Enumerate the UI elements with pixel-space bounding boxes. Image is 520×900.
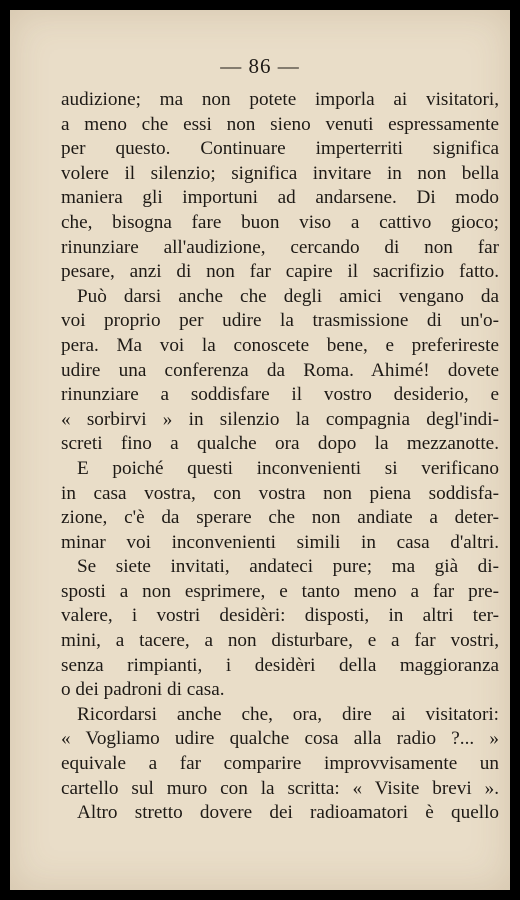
text-line: Altro stretto dovere dei radioamatori è quello xyxy=(77,802,499,824)
text-line: a meno che essi non sieno venuti espressamente xyxy=(61,113,499,135)
paragraph xyxy=(61,703,499,801)
text-line: voi proprio per udire la trasmissione di un'o- xyxy=(61,310,499,332)
text-line: cartello sul muro con la scritta: « Visite brevi ». xyxy=(61,777,499,799)
text-line: Può darsi anche che degli amici vengano da xyxy=(77,285,499,307)
text-line: rinunziare all'audizione, cercando di non far xyxy=(61,236,499,258)
text-line: Se siete invitati, andateci pure; ma già di- xyxy=(77,556,499,578)
body-text xyxy=(61,88,499,826)
text-line: Ricordarsi anche che, ora, dire ai visitatori: xyxy=(77,703,499,725)
text-line: pera. Ma voi la conoscete bene, e preferireste xyxy=(61,334,499,356)
paragraph xyxy=(61,285,499,457)
text-line: maniera gli importuni ad andarsene. Di modo xyxy=(61,187,499,209)
text-line: in casa vostra, con vostra non piena soddisfa- xyxy=(61,482,499,504)
text-line: E poiché questi inconvenienti si verificano xyxy=(77,457,499,479)
text-line: valere, i vostri desidèri: disposti, in altri ter- xyxy=(61,605,499,627)
text-line: audizione; ma non potete imporla ai visitatori, xyxy=(61,89,499,110)
book-page xyxy=(10,10,510,890)
paragraph xyxy=(61,555,499,703)
text-line: minar voi inconvenienti simili in casa d'altri. xyxy=(61,531,499,553)
text-line: sposti a non esprimere, e tanto meno a far pre- xyxy=(61,580,499,602)
text-line: equivale a far comparire improvvisamente un xyxy=(61,753,499,775)
text-line: mini, a tacere, a non disturbare, e a far vostri, xyxy=(61,630,499,652)
text-line: « sorbirvi » in silenzio la compagnia degl'indi- xyxy=(61,408,499,430)
page-number: — 86 — xyxy=(220,54,300,78)
paragraph xyxy=(61,88,499,285)
text-line: che, bisogna fare buon viso a cattivo gioco; xyxy=(61,211,499,233)
text-line: « Vogliamo udire qualche cosa alla radio ?... » xyxy=(61,728,499,750)
text-line: o dei padroni di casa. xyxy=(61,679,225,701)
text-line: zione, c'è da sperare che non andiate a deter- xyxy=(61,507,499,529)
text-line: rinunziare a soddisfare il vostro desiderio, e xyxy=(61,384,499,406)
text-line: senza rimpianti, i desidèri della maggioranza xyxy=(61,654,499,676)
paragraph xyxy=(61,801,499,826)
text-line: udire una conferenza da Roma. Ahimé! dovete xyxy=(61,359,499,381)
text-line: volere il silenzio; significa invitare in non bella xyxy=(61,162,499,184)
text-line: per questo. Continuare imperterriti significa xyxy=(61,138,499,160)
text-line: pesare, anzi di non far capire il sacrifizio fatto. xyxy=(61,261,499,283)
text-line: screti fino a qualche ora dopo la mezzanotte. xyxy=(61,433,499,455)
paragraph xyxy=(61,457,499,555)
